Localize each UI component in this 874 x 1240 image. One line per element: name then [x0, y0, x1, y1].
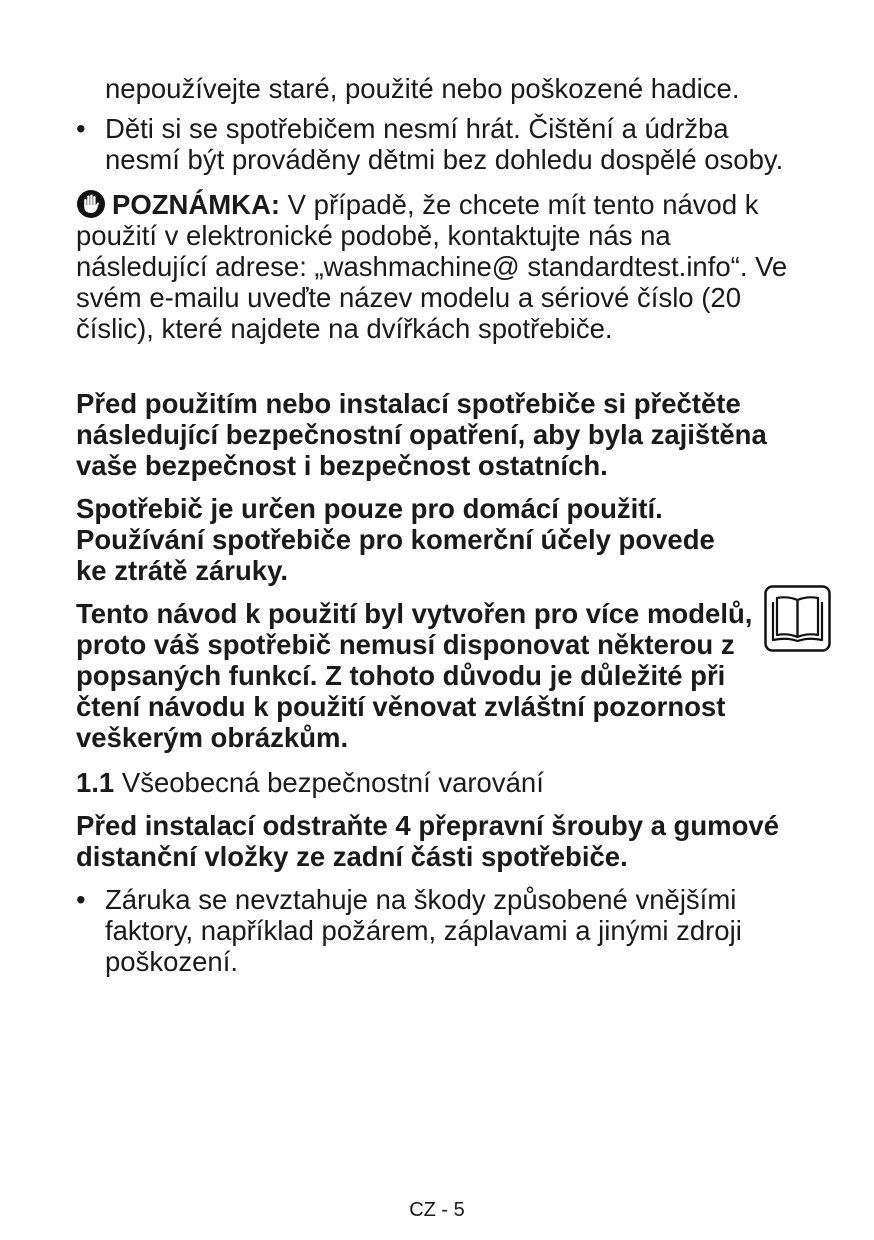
bullet-text: Děti si se spotřebičem nesmí hrát. Čištění a údržba nesmí být prováděny dětmi bez dohledu dospělé osoby. [105, 113, 784, 175]
section-number: 1.1 [76, 767, 115, 798]
bullet-text: Záruka se nevztahuje na škody způsobené vnějšími faktory, například požárem, záplavami a jinými zdroji poškození. [105, 884, 742, 977]
bullet-mark: • [76, 884, 86, 915]
page-number: CZ - 5 [409, 1199, 465, 1221]
manual-page [76, 73, 792, 986]
continuation-text: nepoužívejte staré, použité nebo poškozené hadice. [105, 73, 740, 104]
safety-intro-paragraph: Před použitím nebo instalací spotřebiče si přečtěte následující bezpečnostní opatření, aby byla zajištěna vaše bezpečnost i bezpečnost ostatních. [76, 388, 767, 481]
note-label: POZNÁMKA: [112, 189, 281, 220]
multiple-models-paragraph: Tento návod k použití byl vytvořen pro více modelů, proto váš spotřebič nemusí disponovat některou z popsaných funkcí. Z tohoto důvodu je důležité při čtení návodu k použití věnovat zvláštní pozornost veškerým obrázkům. [76, 598, 753, 753]
open-book-icon [764, 585, 831, 652]
bullet-item-children [76, 113, 792, 175]
note-text: V případě, že chcete mít tento návod k použití v elektronické podobě, kontaktujte nás na následující adrese: „washmachine@ standardtest.info“. Ve svém e-mailu uveďte název modelu a sériové číslo (20 číslic), které najdete na dvířkách spotřebiče. [76, 189, 788, 344]
note-paragraph [76, 189, 792, 344]
bullet-item-warranty [76, 884, 792, 977]
hand-stop-icon [76, 189, 106, 219]
bullet-mark: • [76, 113, 86, 144]
transport-bolts-paragraph: Před instalací odstraňte 4 přepravní šrouby a gumové distanční vložky ze zadní části spotřebiče. [76, 810, 779, 872]
section-title: Všeobecná bezpečnostní varování [121, 767, 544, 798]
section-heading [76, 767, 792, 798]
domestic-use-paragraph: Spotřebič je určen pouze pro domácí použití. Používání spotřebiče pro komerční účely povede ke ztrátě záruky. [76, 493, 715, 586]
